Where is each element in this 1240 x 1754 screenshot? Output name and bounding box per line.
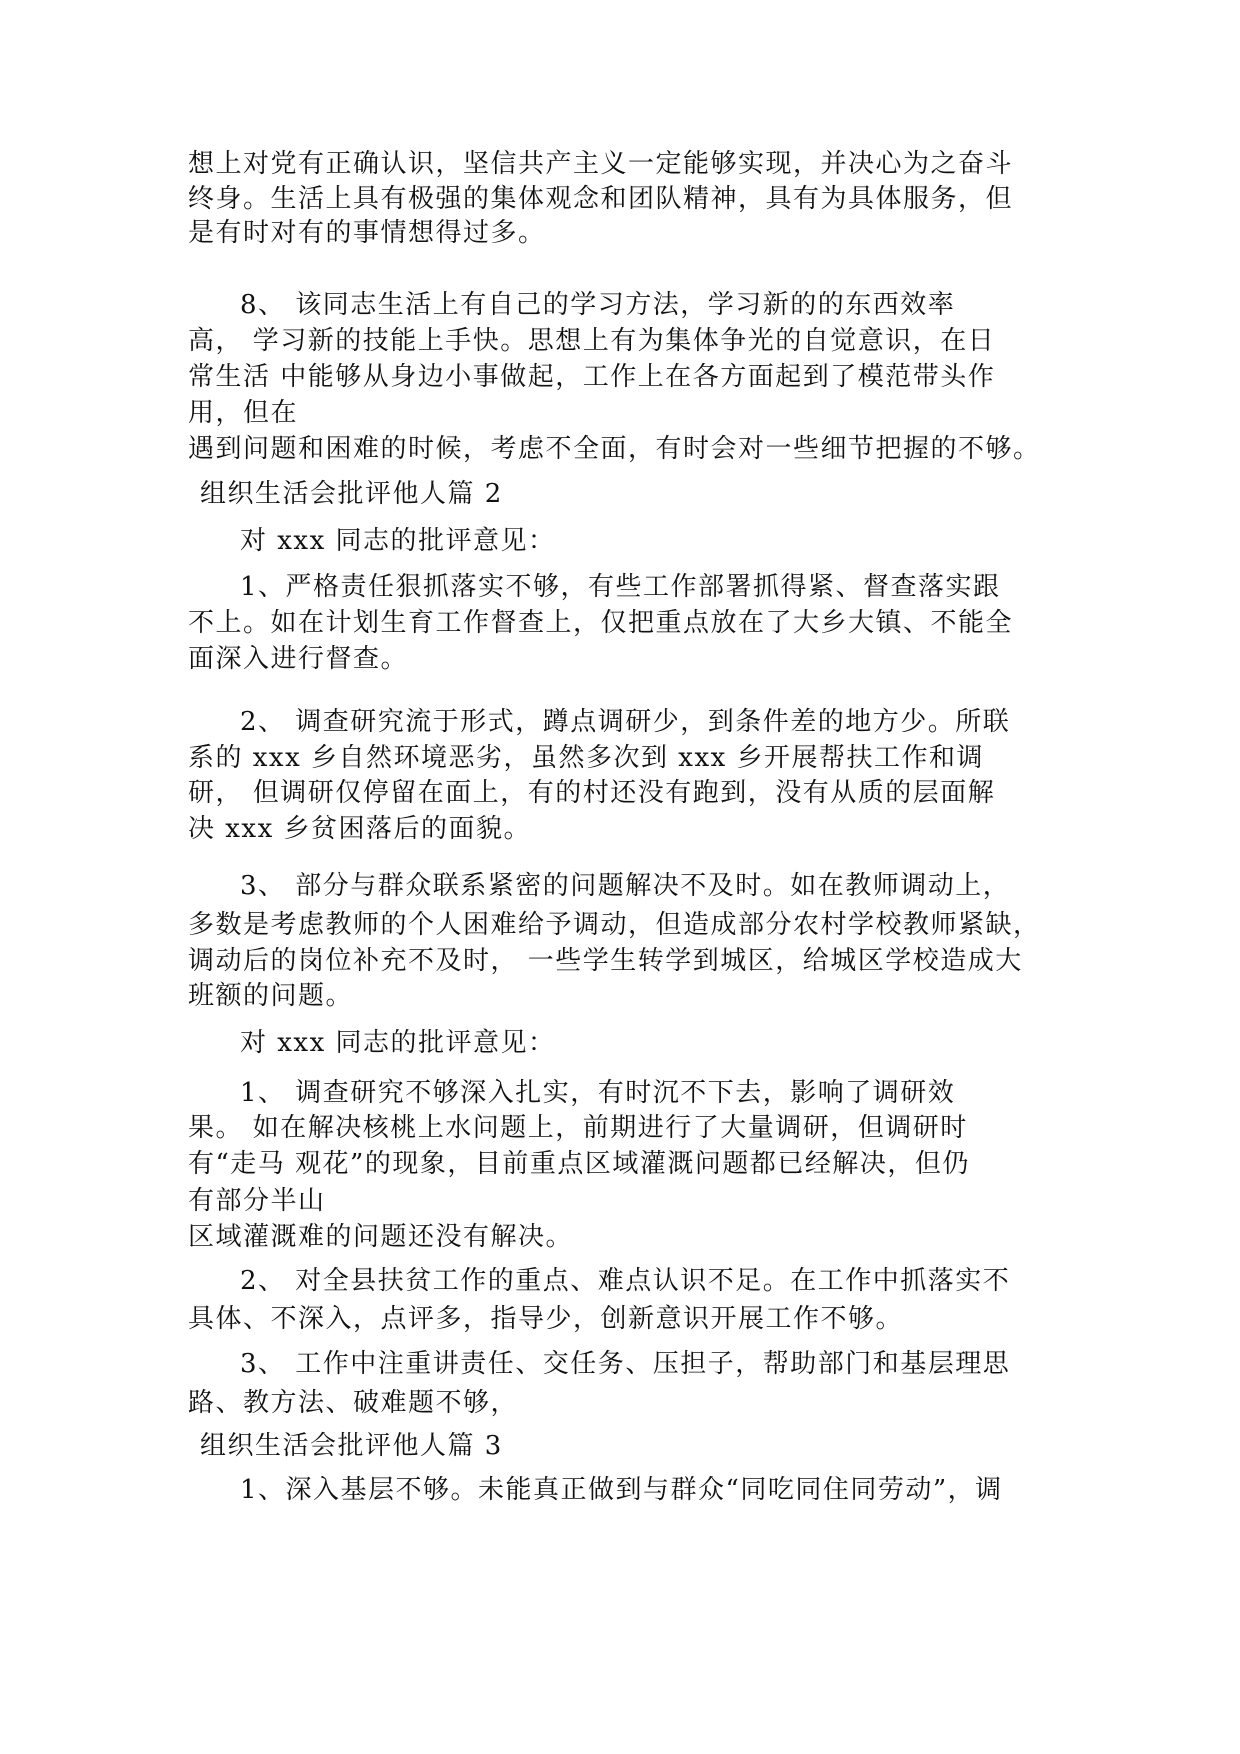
text-line: 班额的问题。	[188, 981, 354, 1011]
section-heading: 组织生活会批评他人篇 3	[200, 1431, 503, 1461]
text-line: 1、深入基层不够。未能真正做到与群众“同吃同住同劳动”，调	[240, 1475, 1003, 1505]
text-line: 对 xxx 同志的批评意见：	[240, 526, 556, 556]
text-line: 用，但在	[188, 398, 299, 428]
text-line: 具体、不深入，点评多，指导少，创新意识开展工作不够。	[188, 1304, 904, 1334]
text-line: 终身。生活上具有极强的集体观念和团队精神，具有为具体服务，但	[188, 184, 1014, 214]
text-line: 2、 调查研究流于形式，蹲点调研少，到条件差的地方少。所联	[240, 707, 1011, 737]
text-line: 1、严格责任狠抓落实不够，有些工作部署抓得紧、督查落实跟	[240, 572, 1001, 602]
text-line: 3、 工作中注重讲责任、交任务、压担子，帮助部门和基层理思	[240, 1349, 1011, 1379]
text-line: 决 xxx 乡贫困落后的面貌。	[188, 814, 532, 844]
text-line: 遇到问题和困难的时候，考虑不全面，有时会对一些细节把握的不够。	[188, 434, 1041, 464]
text-line: 不上。如在计划生育工作督查上，仅把重点放在了大乡大镇、不能全	[188, 608, 1014, 638]
text-line: 系的 xxx 乡自然环境恶劣，虽然多次到 xxx 乡开展帮扶工作和调	[188, 743, 985, 773]
section-heading: 组织生活会批评他人篇 2	[200, 479, 503, 509]
text-line: 果。 如在解决核桃上水问题上，前期进行了大量调研，但调研时	[188, 1113, 968, 1143]
text-line: 3、 部分与群众联系紧密的问题解决不及时。如在教师调动上，	[240, 871, 1011, 901]
text-line: 研， 但调研仅停留在面上，有的村还没有跑到，没有从质的层面解	[188, 778, 996, 808]
text-line: 是有时对有的事情想得过多。	[188, 218, 546, 248]
text-line: 有部分半山	[188, 1186, 326, 1216]
text-line: 区域灌溉难的问题还没有解决。	[188, 1222, 574, 1252]
text-line: 多数是考虑教师的个人困难给予调动，但造成部分农村学校教师紧缺，	[188, 910, 1041, 940]
text-line: 8、 该同志生活上有自己的学习方法，学习新的的东西效率	[240, 290, 956, 320]
text-line: 路、教方法、破难题不够，	[188, 1388, 519, 1418]
text-line: 想上对党有正确认识，坚信共产主义一定能够实现，并决心为之奋斗	[188, 149, 1014, 179]
text-line: 高， 学习新的技能上手快。思想上有为集体争光的自觉意识，在日	[188, 326, 996, 356]
text-line: 2、 对全县扶贫工作的重点、难点认识不足。在工作中抓落实不	[240, 1266, 1011, 1296]
text-line: 常生活 中能够从身边小事做起，工作上在各方面起到了模范带头作	[188, 362, 996, 392]
text-line: 1、 调查研究不够深入扎实，有时沉不下去，影响了调研效	[240, 1078, 956, 1108]
text-line: 对 xxx 同志的批评意见：	[240, 1028, 556, 1058]
text-line: 有“走马 观花”的现象，目前重点区域灌溉问题都已经解决，但仍	[188, 1149, 970, 1179]
text-line: 调动后的岗位补充不及时， 一些学生转学到城区，给城区学校造成大	[188, 946, 1023, 976]
text-line: 面深入进行督查。	[188, 644, 409, 674]
